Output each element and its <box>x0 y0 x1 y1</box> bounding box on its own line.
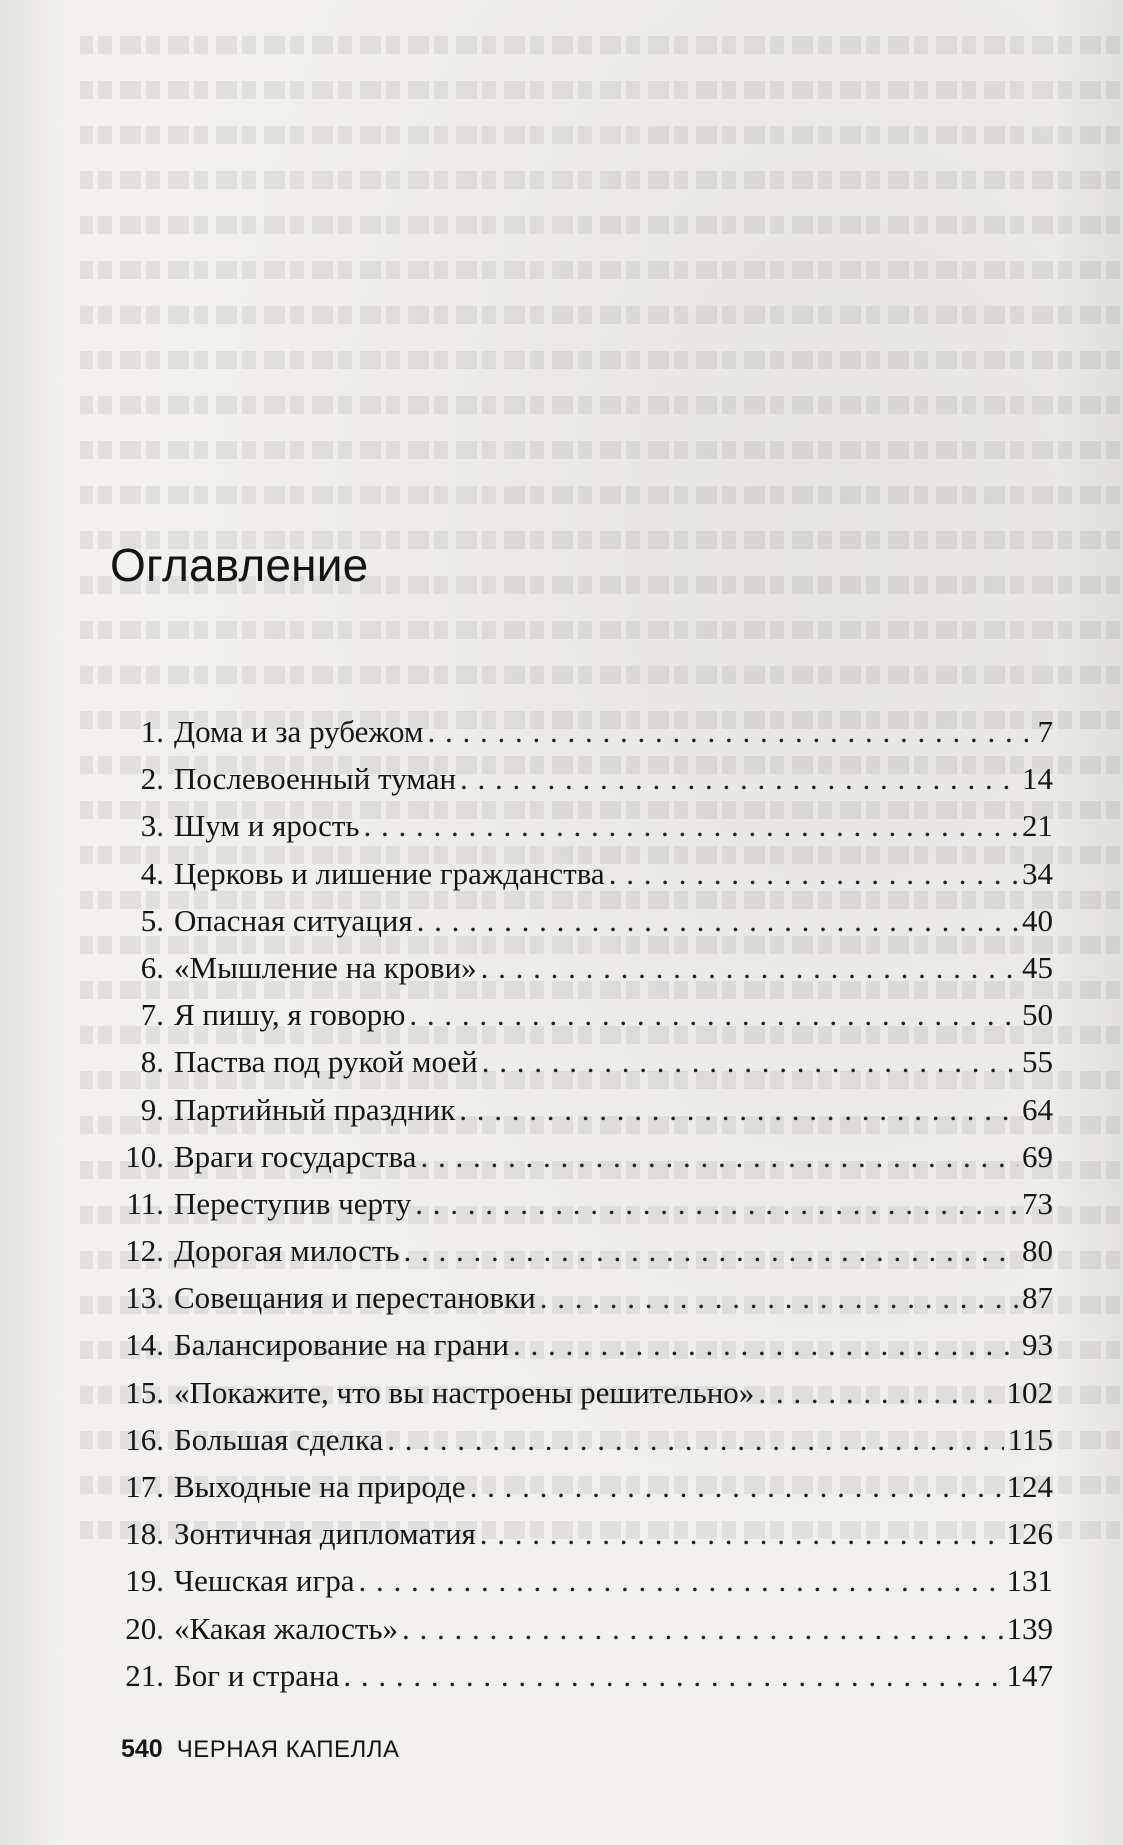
chapter-title: Дома и за рубежом <box>174 714 424 749</box>
toc-entry <box>118 1038 1053 1085</box>
chapter-number: 12. <box>125 1233 164 1269</box>
chapter-page: 126 <box>1006 1516 1053 1552</box>
chapter-page: 102 <box>1006 1374 1053 1410</box>
toc-entry <box>118 944 1053 991</box>
chapter-page: 55 <box>1022 1044 1053 1080</box>
chapter-title: Переступив черту <box>174 1185 412 1221</box>
chapter-title: Опасная ситуация <box>174 902 413 938</box>
chapter-page: 124 <box>1006 1469 1053 1504</box>
chapter-number: 14. <box>125 1327 164 1363</box>
dot-leader <box>481 944 1018 991</box>
dot-leader <box>428 708 1029 755</box>
chapter-page: 14 <box>1022 761 1053 797</box>
dot-leader <box>480 1510 1003 1557</box>
chapter-page: 131 <box>1006 1563 1053 1599</box>
chapter-title: «Покажите, что вы настроены решительно» <box>174 1374 755 1410</box>
chapter-number: 17. <box>125 1469 164 1504</box>
chapter-title: Совещания и перестановки <box>174 1280 536 1316</box>
page-footer <box>121 1735 400 1764</box>
chapter-title: Враги государства <box>174 1138 417 1174</box>
dot-leader <box>460 755 1018 802</box>
dot-leader <box>415 1180 1018 1227</box>
chapter-page: 45 <box>1022 949 1053 985</box>
chapter-page: 69 <box>1022 1138 1053 1174</box>
chapter-page: 34 <box>1022 855 1053 891</box>
chapter-title: Балансирование на грани <box>174 1327 509 1363</box>
chapter-page: 73 <box>1022 1185 1053 1221</box>
dot-leader <box>343 1652 1002 1699</box>
chapter-title: Большая сделка <box>174 1421 384 1457</box>
toc-list <box>118 708 1053 1699</box>
chapter-title: Я пишу, я говорю <box>174 997 406 1033</box>
chapter-title: «Мышление на крови» <box>174 949 477 985</box>
chapter-number: 7. <box>140 997 164 1033</box>
toc-entry <box>118 1510 1053 1557</box>
toc-entry <box>118 1133 1053 1180</box>
chapter-title: Послевоенный туман <box>174 761 457 797</box>
chapter-page: 80 <box>1022 1233 1053 1269</box>
chapter-number: 3. <box>140 808 164 844</box>
toc-entry <box>118 1369 1053 1416</box>
chapter-title: Зонтичная дипломатия <box>174 1516 476 1552</box>
chapter-number: 9. <box>140 1091 164 1127</box>
toc-entry <box>118 802 1053 849</box>
chapter-title: Шум и ярость <box>174 808 360 844</box>
toc-heading: Оглавление <box>110 539 369 591</box>
chapter-page: 147 <box>1006 1657 1053 1693</box>
chapter-page: 93 <box>1022 1327 1053 1363</box>
dot-leader <box>417 897 1018 944</box>
chapter-number: 6. <box>140 949 164 985</box>
toc-entry <box>118 1227 1053 1274</box>
toc-entry <box>118 755 1053 802</box>
chapter-page: 87 <box>1022 1280 1053 1316</box>
toc-entry <box>118 1321 1053 1368</box>
chapter-number: 2. <box>140 761 164 797</box>
chapter-page: 50 <box>1022 997 1053 1033</box>
toc-entry <box>118 1180 1053 1227</box>
chapter-number: 18. <box>125 1516 164 1552</box>
chapter-title: Чешская игра <box>174 1563 355 1599</box>
dot-leader <box>409 991 1018 1038</box>
chapter-number: 15. <box>125 1374 164 1410</box>
chapter-number: 13. <box>125 1280 164 1316</box>
toc-entry <box>118 1274 1053 1321</box>
toc-entry <box>118 708 1053 755</box>
dot-leader <box>482 1038 1018 1085</box>
chapter-number: 4. <box>140 855 164 891</box>
chapter-title: Бог и страна <box>174 1657 340 1693</box>
chapter-number: 16. <box>125 1421 164 1457</box>
running-title: ЧЕРНАЯ КАПЕЛЛА <box>176 1736 400 1763</box>
chapter-title: «Какая жалость» <box>174 1610 399 1646</box>
dot-leader <box>387 1416 1003 1463</box>
chapter-page: 21 <box>1022 808 1053 844</box>
page-number: 540 <box>121 1735 163 1763</box>
chapter-number: 11. <box>126 1185 164 1221</box>
dot-leader <box>540 1274 1018 1321</box>
chapter-page: 40 <box>1022 902 1053 938</box>
dot-leader <box>364 802 1018 849</box>
dot-leader <box>758 1369 1002 1416</box>
chapter-title: Паства под рукой моей <box>174 1044 478 1080</box>
chapter-title: Дорогая милость <box>174 1233 400 1269</box>
chapter-number: 20. <box>125 1610 164 1646</box>
dot-leader <box>513 1321 1018 1368</box>
chapter-number: 21. <box>125 1657 164 1693</box>
toc-entry <box>118 1605 1053 1652</box>
toc-entry <box>118 1086 1053 1133</box>
toc-entry <box>118 1463 1053 1510</box>
chapter-page: 64 <box>1022 1091 1053 1127</box>
chapter-number: 8. <box>140 1044 164 1080</box>
toc-entry <box>118 897 1053 944</box>
chapter-title: Церковь и лишение гражданства <box>174 855 605 891</box>
chapter-title: Партийный праздник <box>174 1091 456 1127</box>
dot-leader <box>459 1086 1018 1133</box>
dot-leader <box>609 850 1018 897</box>
dot-leader <box>402 1605 1002 1652</box>
chapter-page: 115 <box>1007 1421 1053 1457</box>
dot-leader <box>404 1227 1018 1274</box>
chapter-page: 139 <box>1006 1610 1053 1646</box>
chapter-number: 1. <box>140 714 164 749</box>
toc-entry <box>118 1652 1053 1699</box>
chapter-number: 5. <box>140 902 164 938</box>
chapter-title: Выходные на природе <box>174 1469 466 1504</box>
dot-leader <box>358 1557 1002 1604</box>
toc-entry <box>118 991 1053 1038</box>
toc-entry <box>118 1557 1053 1604</box>
dot-leader <box>470 1463 1003 1510</box>
toc-entry <box>118 850 1053 897</box>
chapter-page: 7 <box>1037 714 1053 749</box>
chapter-number: 19. <box>125 1563 164 1599</box>
toc-entry <box>118 1416 1053 1463</box>
dot-leader <box>420 1133 1018 1180</box>
chapter-number: 10. <box>125 1138 164 1174</box>
